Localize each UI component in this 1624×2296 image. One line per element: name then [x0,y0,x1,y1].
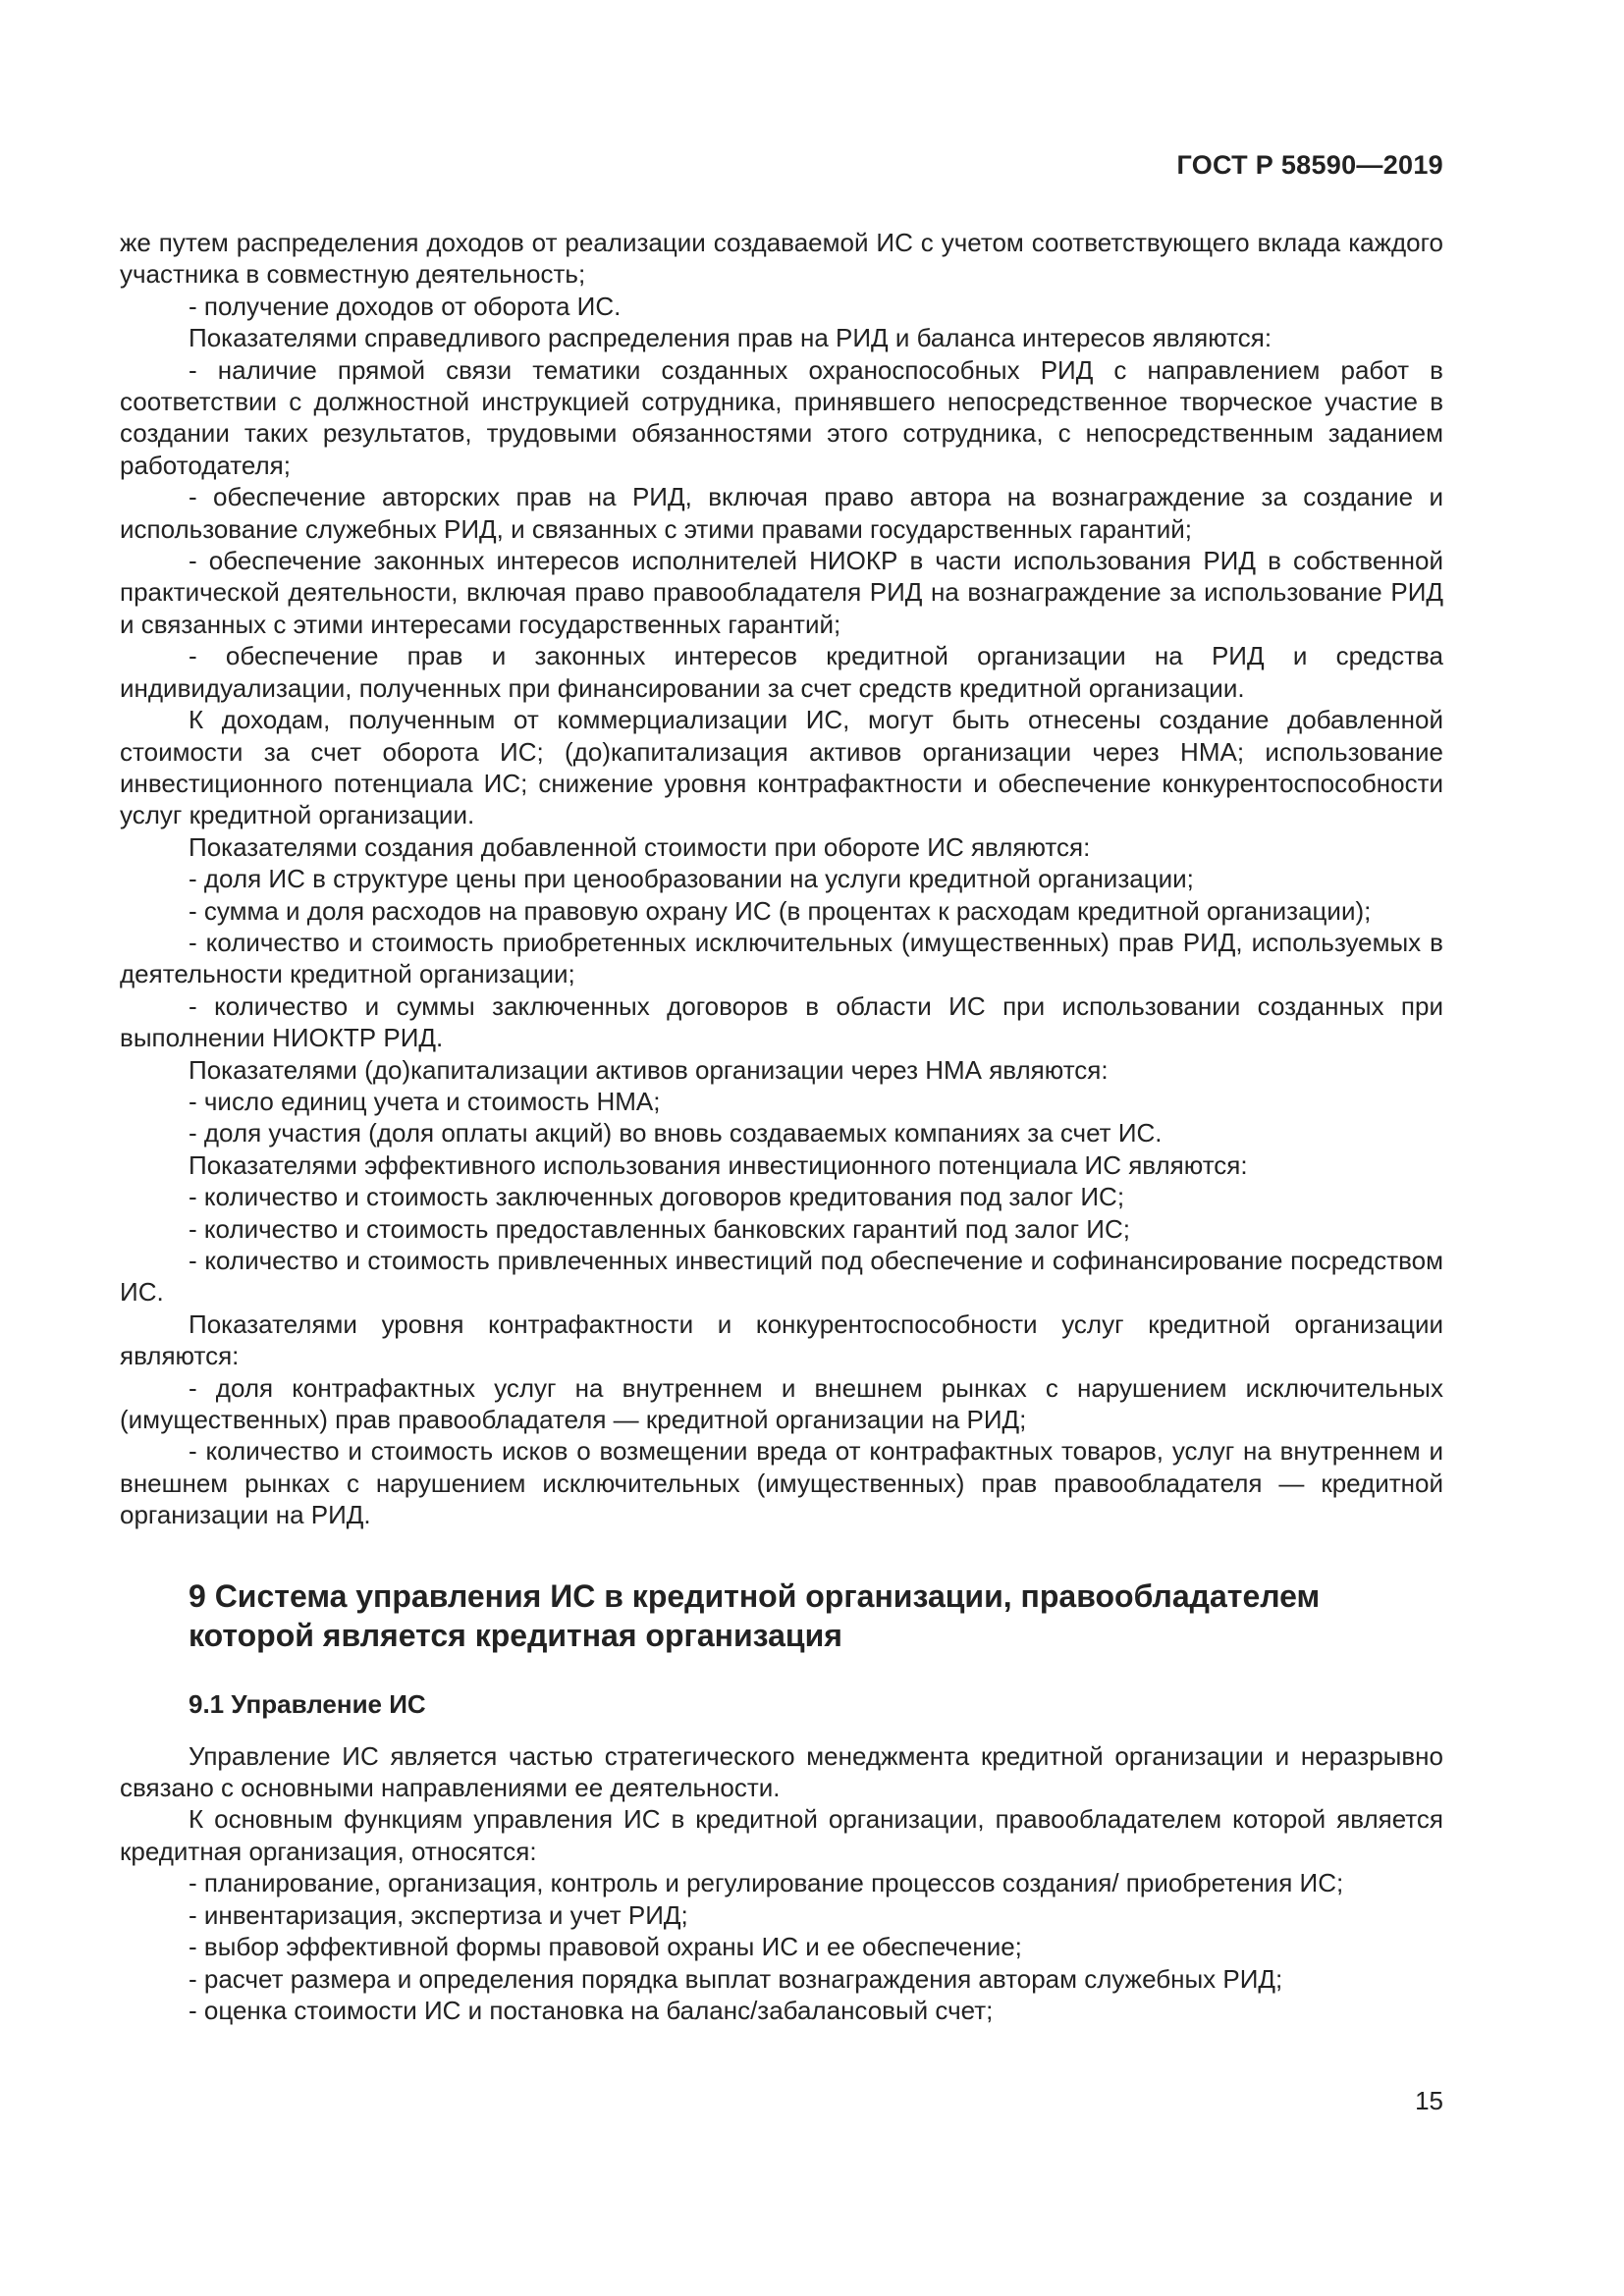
paragraph: - планирование, организация, контроль и регулирование процессов создания/ приобретения ИС; [189,1868,1344,1898]
paragraph: - количество и стоимость предоставленных банковских гарантий под залог ИС; [189,1213,1130,1244]
body-paragraphs [120,227,1443,1531]
paragraph: - число единиц учета и стоимость НМА; [189,1086,661,1116]
paragraph: - выбор эффективной формы правовой охраны ИС и ее обеспечение; [189,1932,1022,1962]
paragraph: - сумма и доля расходов на правовую охрану ИС (в процентах к расходам кредитной организации); [189,895,1372,926]
paragraph: - обеспечение авторских прав на РИД, включая право автора на вознаграждение за создание и использование служебных РИД, и связанных с этими правами государственных гарантий; [120,482,1443,544]
paragraph: - количество и стоимость привлеченных инвестиций под обеспечение и софинансирование посредством ИС. [120,1246,1443,1308]
paragraph: Показателями (до)капитализации активов организации через НМА являются: [189,1054,1109,1085]
paragraph: Показателями создания добавленной стоимости при обороте ИС являются: [189,831,1091,862]
paragraph: - оценка стоимости ИС и постановка на баланс/забалансовый счет; [189,1995,994,2025]
document-body [120,227,1443,2026]
paragraph: Управление ИС является частью стратегического менеджмента кредитной организации и неразрывно связано с основными направлениями ее деятельности. [120,1740,1443,1803]
paragraph: же путем распределения доходов от реализации создаваемой ИС с учетом соответствующего вклада каждого участника в совместную деятельность; [120,228,1443,290]
paragraph: К основным функциям управления ИС в кредитной организации, правообладателем которой является кредитная организация, относятся: [120,1804,1443,1866]
page-number: 15 [1415,2086,1443,2115]
document-code-header: ГОСТ Р 58590—2019 [1176,150,1443,180]
subsection-9-1-heading: 9.1 Управление ИС [189,1688,426,1719]
paragraph: - доля контрафактных услуг на внутреннем и внешнем рынках с нарушением исключительных (имущественных) прав правообладателя — кредитной организации на РИД; [120,1372,1443,1435]
section-9-heading: 9 Система управления ИС в кредитной организации, правообладателем которой является кредитная организация [189,1577,1321,1653]
paragraph: - количество и стоимость исков о возмещении вреда от контрафактных товаров, услуг на внутреннем и внешнем рынках с нарушением исключительных (имущественных) прав правообладателя — кредитной организации на РИД. [120,1436,1443,1530]
paragraph: - количество и стоимость заключенных договоров кредитования под залог ИС; [189,1182,1125,1212]
paragraph: - доля участия (доля оплаты акций) во вновь создаваемых компаниях за счет ИС. [189,1118,1163,1148]
paragraph: - расчет размера и определения порядка выплат вознаграждения авторам служебных РИД; [189,1963,1283,1994]
paragraph: - количество и суммы заключенных договоров в области ИС при использовании созданных при выполнении НИОКТР РИД. [120,990,1443,1053]
paragraph: - инвентаризация, экспертиза и учет РИД; [189,1899,688,1930]
paragraph: - количество и стоимость приобретенных исключительных (имущественных) прав РИД, используемых в деятельности кредитной организации; [120,927,1443,989]
paragraph: - доля ИС в структуре цены при ценообразовании на услуги кредитной организации; [189,864,1194,894]
paragraph: Показателями уровня контрафактности и конкурентоспособности услуг кредитной организации являются: [120,1308,1443,1371]
section-9-paragraphs [120,1740,1443,2027]
paragraph: - обеспечение прав и законных интересов кредитной организации на РИД и средства индивидуализации, полученных при финансировании за счет средств кредитной организации. [120,641,1443,703]
paragraph: Показателями эффективного использования инвестиционного потенциала ИС являются: [189,1149,1248,1180]
paragraph: Показателями справедливого распределения прав на РИД и баланса интересов являются: [189,323,1272,353]
paragraph: К доходам, полученным от коммерциализации ИС, могут быть отнесены создание добавленной стоимости за счет оборота ИС; (до)капитализация активов организации через НМА; использование инвестиционного потенциала ИС; снижение уровня контрафактности и обеспечение конкурентоспособности услуг кредитной организации. [120,705,1443,830]
paragraph: - получение доходов от оборота ИС. [189,291,622,321]
paragraph: - наличие прямой связи тематики созданных охраноспособных РИД с направлением работ в соответствии с должностной инструкцией сотрудника, принявшего непосредственное творческое участие в создании таких результатов, трудовыми обязанностями этого сотрудника, с непосредственным заданием работодателя; [120,354,1443,480]
paragraph: - обеспечение законных интересов исполнителей НИОКР в части использования РИД в собственной практической деятельности, включая право правообладателя РИД на вознаграждение за использование РИД и связанных с этими интересами государственных гарантий; [120,546,1443,639]
